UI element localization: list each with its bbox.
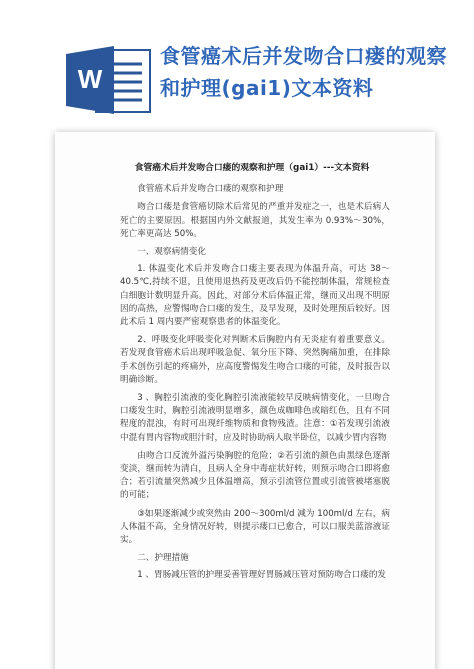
svg-text:W: W bbox=[77, 64, 103, 94]
banner-title: 食管癌术后并发吻合口瘘的观察和护理(gai1)文本资料 bbox=[160, 44, 447, 100]
word-document-icon bbox=[62, 42, 154, 118]
document-title: 食管癌术后并发吻合口瘘的观察和护理（gai1）---文本资料 bbox=[134, 163, 370, 173]
paragraph: 1 、胃肠减压管的护理妥善管理好胃肠减压管对预防吻合口瘘的发 bbox=[137, 570, 387, 581]
paragraph: 吻合口瘘是食管癌切除术后常见的严重并发症之一，也是术后病人死亡的主要原因。根据国内外文献报道，其发生率为 0.93%～30%，死亡率更高达 50%。 bbox=[120, 202, 390, 239]
paragraph: 1. 体温变化术后并发吻合口瘘主要表现为体温升高，可达 38～40.5℃,持续不退，且使用退热药及更改后仍不能控制体温，常规检查白细胞计数明显升高。因此，对部分术后体温正常，继而又出现不明原因的高热，应警惕吻合口瘘的发生，及早发现，及时处理预后较好。因此术后 1 周内要严密观察患者的体温变化。 bbox=[120, 264, 390, 328]
document-body bbox=[120, 162, 390, 588]
section-heading: 二、护理措施 bbox=[137, 553, 189, 564]
paragraph: 2、呼吸变化呼吸变化对判断术后胸腔内有无炎症有着重要意义。若发现食管癌术后出现呼吸急促、氧分压下降、突然胸痛加重，在排除手术创伤引起的疼痛外，应高度警惕发生吻合口瘘的可能，及时报告以明确诊断。 bbox=[120, 335, 390, 385]
paragraph: 食管癌术后并发吻合口瘘的观察和护理 bbox=[137, 184, 284, 195]
paragraph: ③如果逐渐减少或突然由 200～300ml/d 减为 100ml/d 左右，病人体温不高，全身情况好转，则提示瘘口已愈合，可以口服美蓝溶液证实。 bbox=[120, 508, 390, 546]
paragraph: 由吻合口反流外溢污染胸腔的危险；②若引流的颜色由黑绿色逐渐变淡，继而转为清白，且病人全身中毒症状好转，则预示吻合口即将愈合；若引流量突然减少且体温增高，预示引流管位置或引流管被堵塞脱的可能； bbox=[120, 450, 390, 501]
paragraph: 3 、胸腔引流液的变化胸腔引流液能较早反映病情变化，一旦吻合口瘘发生时，胸腔引流液明显增多，颜色成咖啡色或暗红色，且有不同程度的混浊，有时可出现纤维物质和食物残渣。注意：①若发现引流液中混有胃内容物或胆汁时，应及时协助病人取半卧位，以减少胃内容物 bbox=[120, 393, 390, 443]
section-heading: 一、观察病情变化 bbox=[137, 247, 206, 258]
